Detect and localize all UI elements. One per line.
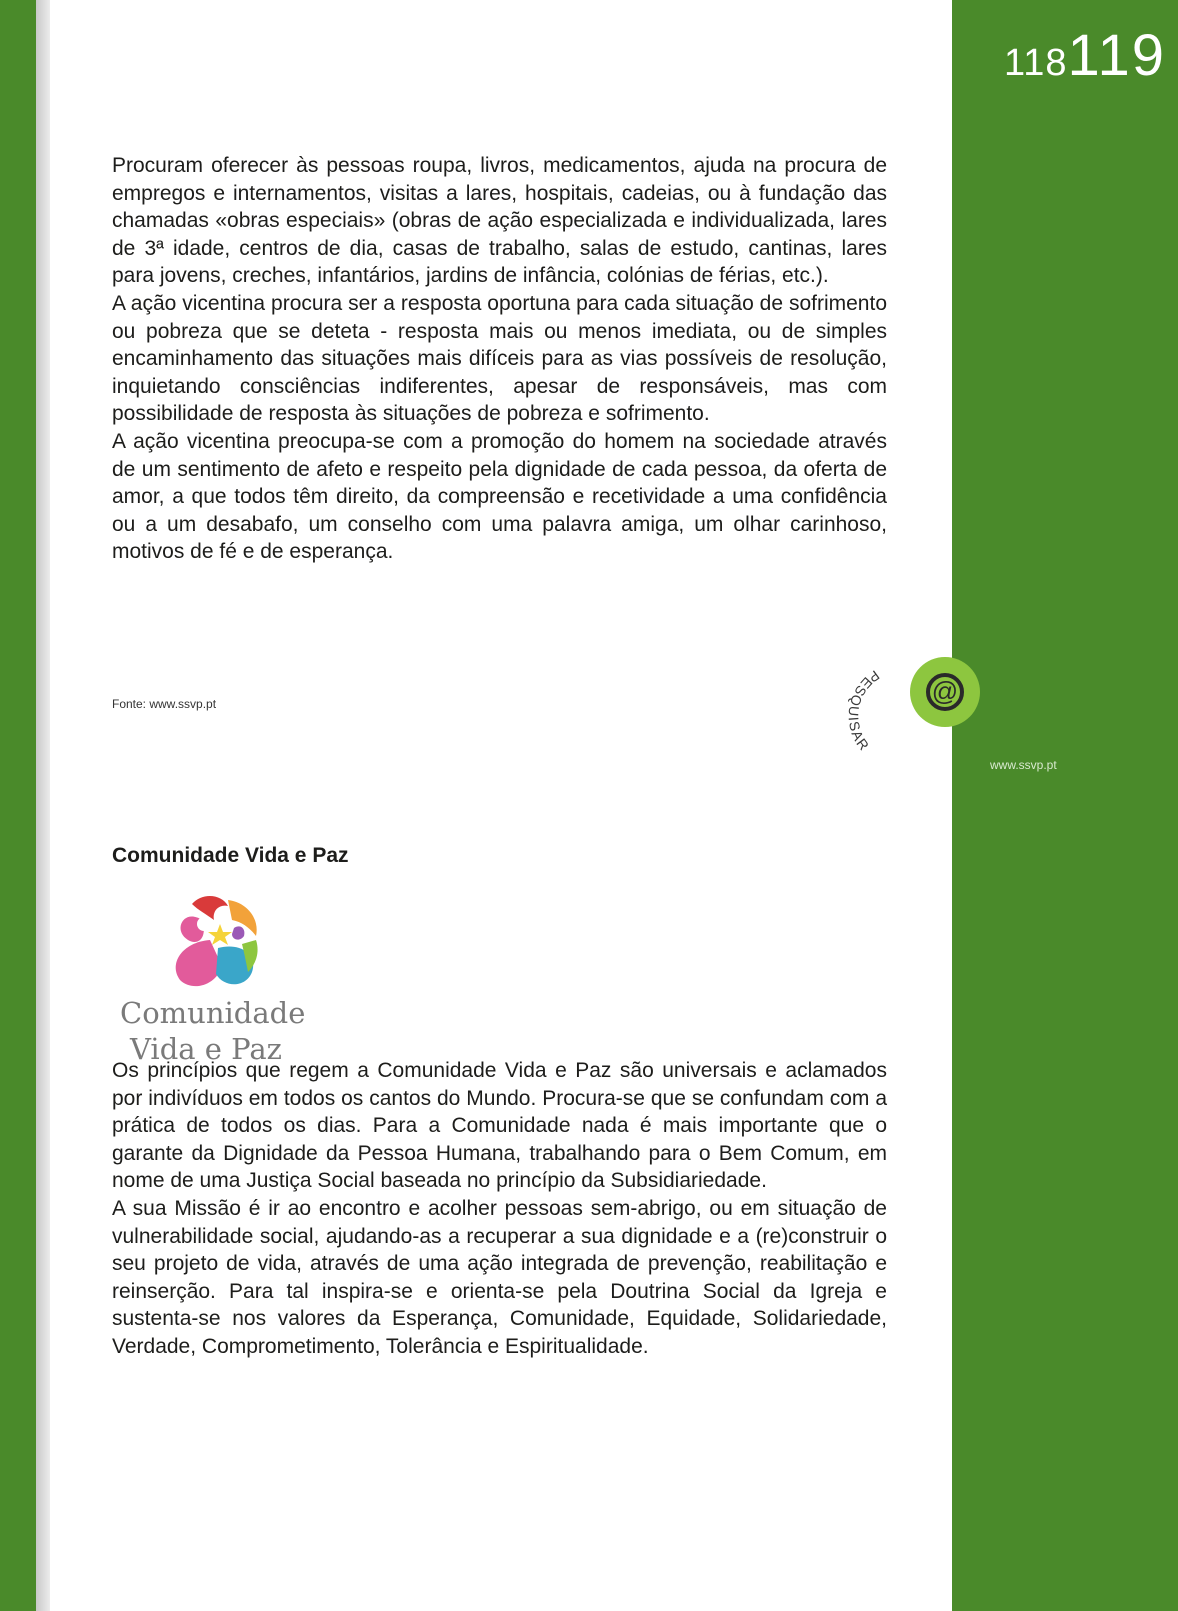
section2-body bbox=[112, 1057, 887, 1361]
section-heading: Comunidade Vida e Paz bbox=[112, 844, 349, 867]
paragraph: Procuram oferecer às pessoas roupa, livros, medicamentos, ajuda na procura de empregos e internamentos, visitas a lares, hospitais, cadeias, ou à fundação das chamadas «obras especiais» (obras de ação especializada e individualizada, lares de 3ª idade, centros de dia, casas de trabalho, salas de estudo, cantinas, lares para jovens, creches, infantários, jardins de infância, colónias de férias, etc.). bbox=[112, 154, 887, 288]
paragraph: A sua Missão é ir ao encontro e acolher pessoas sem-abrigo, ou em situação de vulnerabilidade social, ajudando-as a recuperar a sua dignidade e a (re)construir o seu projeto de vida, através de uma ação integrada de prevenção, reabilitação e reinserção. Para tal inspira-se e orienta-se pela Doutrina Social da Igreja e sustenta-se nos valores da Esperança, Comunidade, Equidade, Solidariedade, Verdade, Comprometimento, Tolerância e Espiritualidade. bbox=[112, 1196, 887, 1358]
logo-line-2: Vida e Paz bbox=[130, 1032, 282, 1066]
logo-line-1: Comunidade bbox=[120, 996, 306, 1030]
page-number-left: 118 bbox=[1003, 42, 1068, 84]
page-numbers bbox=[952, 22, 1166, 89]
paragraph: A ação vicentina preocupa-se com a promoção do homem na sociedade através de um sentimento de afeto e respeito pela dignidade de cada pessoa, da oferta de amor, a que todos têm direito, da compreensão e recetividade a uma confidência ou a um desabafo, um conselho com uma palavra amiga, um olhar carinhoso, motivos de fé e de esperança. bbox=[112, 429, 887, 564]
page-number-right: 119 bbox=[1067, 23, 1166, 88]
sidebar-url[interactable]: www.ssvp.pt bbox=[990, 758, 1057, 772]
left-gray-strip bbox=[36, 0, 50, 1611]
paragraph: Os princípios que regem a Comunidade Vida e Paz são universais e aclamados por indivíduos em todos os cantos do Mundo. Procura-se que se confundam com a prática de todos os dias. Para a Comunidade nada é mais importante que o garante da Dignidade da Pessoa Humana, trabalhando para o Bem Comum, em nome de uma Justiça Social baseada no princípio da Subsidiariedade. bbox=[112, 1059, 887, 1193]
left-green-bar bbox=[0, 0, 36, 1611]
paragraph: A ação vicentina procura ser a resposta oportuna para cada situação de sofrimento ou pobreza que se deteta - resposta mais ou menos imediata, ou de simples encaminhamento das situações mais difíceis para as vias possíveis de resolução, inquietando consciências indiferentes, apesar de responsáveis, mas com possibilidade de resposta às situações de pobreza e sofrimento. bbox=[112, 291, 887, 426]
source-citation: Fonte: www.ssvp.pt bbox=[112, 697, 217, 711]
comunidade-logo-icon bbox=[162, 890, 266, 992]
at-symbol: @ bbox=[931, 676, 959, 706]
section1-body bbox=[112, 152, 887, 566]
pesquisar-badge-icon[interactable] bbox=[845, 640, 985, 780]
right-green-sidebar bbox=[952, 0, 1178, 1611]
badge-label: PESQUISAR bbox=[845, 667, 883, 755]
